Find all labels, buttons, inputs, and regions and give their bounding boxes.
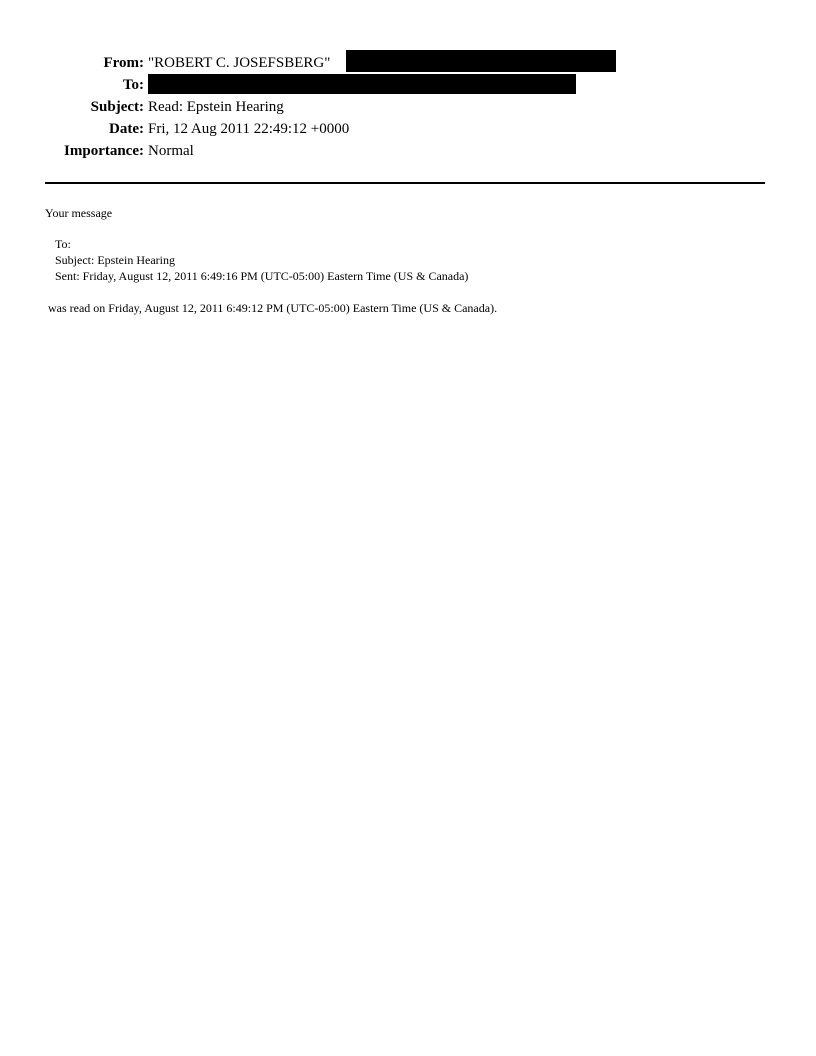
from-label: From: (103, 55, 144, 71)
from-redaction-box (346, 50, 616, 72)
header-divider (45, 182, 765, 184)
message-read-line: was read on Friday, August 12, 2011 6:49:12 PM (UTC-05:00) Eastern Time (US & Canada). (48, 301, 498, 315)
date-label: Date: (109, 121, 144, 137)
message-sent-line: Sent: Friday, August 12, 2011 6:49:16 PM (UTC-05:00) Eastern Time (US & Canada) (55, 269, 469, 283)
importance-row (0, 140, 816, 162)
date-row (0, 118, 816, 140)
to-label: To: (122, 77, 144, 93)
importance-label: Importance: (64, 143, 144, 159)
date-value: Fri, 12 Aug 2011 22:49:12 +0000 (148, 121, 350, 137)
message-intro: Your message (45, 206, 113, 220)
message-subject-line: Subject: Epstein Hearing (55, 253, 175, 267)
subject-row (0, 96, 816, 118)
subject-label: Subject: (90, 99, 144, 115)
message-to-line: To: (55, 237, 71, 251)
importance-value: Normal (148, 143, 194, 159)
to-redaction-box (148, 74, 576, 94)
subject-value: Read: Epstein Hearing (148, 99, 284, 115)
from-value: "ROBERT C. JOSEFSBERG" (148, 55, 331, 71)
